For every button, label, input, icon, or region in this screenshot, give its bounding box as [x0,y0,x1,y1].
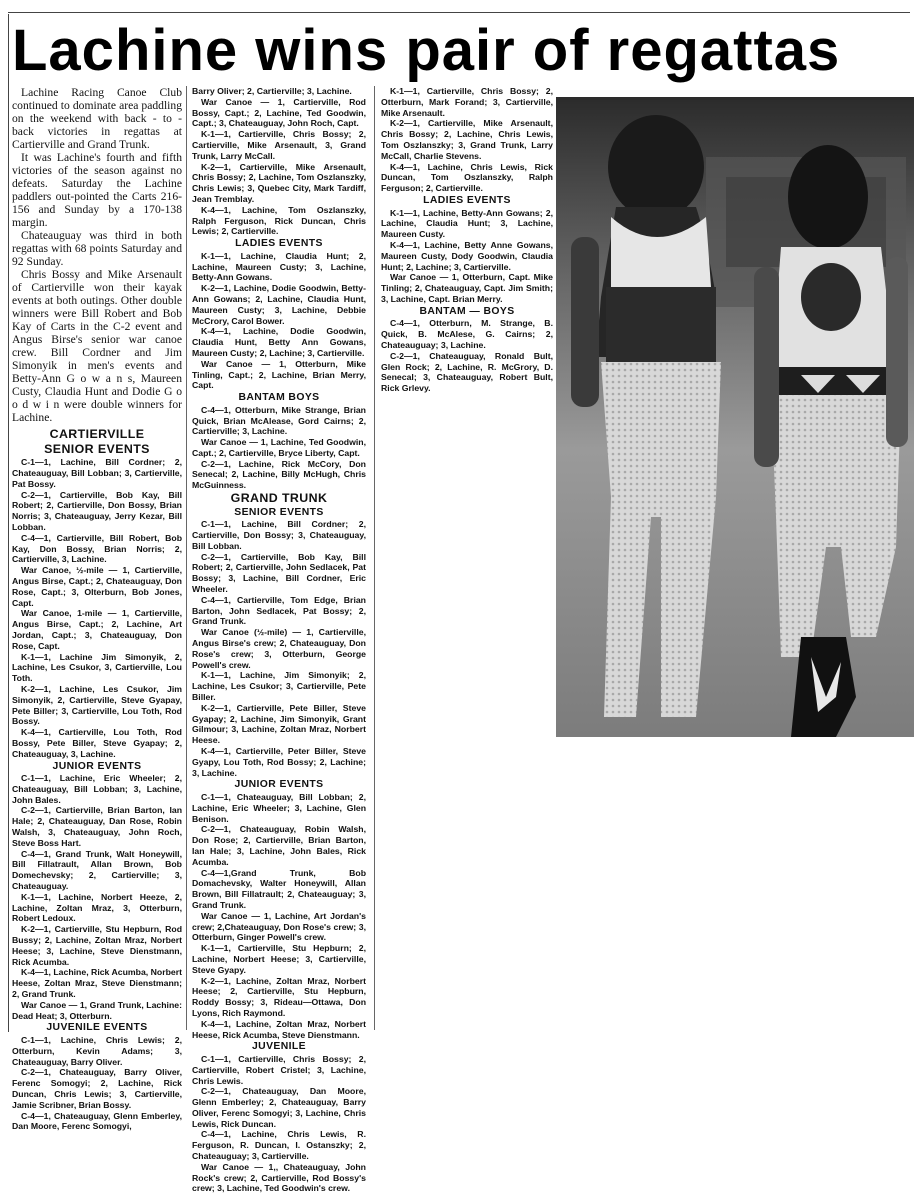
result-entry: K-2—1, Cartierville, Mike Arsenault, Chris Bossy; 2, Lachine, Tom Oszlanszky, Chris Lewis; 3, Quebec City, Mark Tardiff, Jean Tremblay. [192,161,366,204]
result-entry: War Canoe — 1, Otterburn, Capt. Mike Tinling; 2, Chateauguay, Capt. Jim Smith; 3, Lachine, Capt. Brian Merry. [381,272,553,304]
result-entry: C-4—1, Cartierville, Bill Robert, Bob Kay, Don Bossy, Brian Norris; 2, Cartierville, 3, Lachine. [12,532,182,565]
result-entry: War Canoe (½-mile) — 1, Cartierville, Angus Birse's crew; 2, Chateauguay, Don Rose's crew; 3, Otterburn, George Powell's crew. [192,627,366,670]
section-heading: JUNIOR EVENTS [234,779,324,791]
article-column-2 [192,86,366,1194]
section-heading: CARTIERVILLE [49,427,145,441]
section-heading: JUVENILE EVENTS [46,1022,148,1034]
section-heading: LADIES EVENTS [235,238,323,250]
result-entry: K-1—1, Cartierville, Chris Bossy; 2, Otterburn, Mark Forand; 3, Cartierville, Mike Arsenault. [381,86,553,118]
headline: Lachine wins pair of regattas [12,18,841,83]
result-entry: War Canoe — 1, Grand Trunk, Lachine: Dead Heat; 3, Otterburn. [12,999,182,1021]
section-heading: JUVENILE [251,1041,306,1053]
result-entry: C-2—1, Lachine, Rick McCory, Don Senecal; 2, Lachine, Billy McHugh, Chris McGuinness. [192,458,366,491]
result-entry: C-2—1, Chateauguay, Robin Walsh, Don Rose; 2, Cartierville, Brian Barton, Ian Hale; 3, Lachine, John Bales, Rick Acumba. [192,824,366,867]
result-entry: C-1—1, Lachine, Bill Cordner; 2, Cartierville, Don Bossy; 3, Chateauguay, Bill Lobban. [192,519,366,551]
result-entry: K-1—1, Lachine, Betty-Ann Gowans; 2, Lachine, Claudia Hunt; 3, Lachine, Maureen Custy. [381,207,553,240]
column-rule-2 [374,86,375,1030]
result-entry: C-4—1, Otterburn, M. Strange, B. Quick, B. McAlese, G. Cairns; 2, Chateauguay; 3, Lachine. [381,318,553,350]
result-entry: K-1—1, Cartierville, Stu Hepburn; 2, Lachine, Norbert Heese; 3, Cartierville, Steve Gyapy. [192,943,366,975]
result-entry: War Canoe, ½-mile — 1, Cartierville, Angus Birse, Capt.; 2, Chateauguay, Don Rose, Capt.; 3, Olterburn, Bob Jones, Capt. [12,565,182,608]
result-entry: C-1—1, Lachine, Bill Cordner; 2, Chateauguay, Bill Lobban; 3, Cartierville, Pat Bossy. [12,457,182,489]
article-column-3 [381,86,553,394]
two-paddlers-walking-photo [556,97,914,737]
photo-image [556,97,914,737]
result-entry: C-2—1, Cartierville, Brian Barton, Ian Hale; 2, Chateauguay, Dan Rose, Robin Walsh, 3, Chateauguay, John Roch, Steve Boss Hart. [12,805,182,848]
result-entry: K-1—1, Lachine, Claudia Hunt; 2, Lachine, Maureen Custy; 3, Lachine, Betty-Ann Gowans. [192,250,366,283]
section-heading: BANTAM BOYS [238,392,320,404]
result-entry: K-4—1, Cartierville, Lou Toth, Rod Bossy, Pete Biller, Steve Gyapay; 2, Chateauguay, 3, Lachine. [12,727,182,759]
result-entry: K-2—1, Cartierville, Pete Biller, Steve Gyapay; 2, Lachine, Jim Simonyik, Grant Gilmour; 3, Lachine, Zoltan Mraz, Norbert Heese. [192,702,366,746]
intro-paragraph: It was Lachine's fourth and fifth victories of the season against no defeats. Saturday the Lachine paddlers out-pointed the Carts 216-156 and Sunday by a 170-138 margin. [12,151,182,229]
result-entry: C-2—1, Cartierville, Bob Kay, Bill Robert; 2, Cartierville, Don Bossy, Brian Norris; 3, Chateauguay, Jerry Kezar, Bill Lobban. [12,489,182,532]
result-entry: C-4—1,Grand Trunk, Bob Domachevsky, Walter Honeywill, Allan Brown, Bill Fillatrault; 2, Chateauguay; 3, Grand Trunk. [192,867,366,910]
result-entry: Barry Oliver; 2, Cartierville; 3, Lachine. [192,86,352,96]
result-entry: K-4—1, Lachine, Chris Lewis, Rick Duncan, Tom Oszlanszky, Ralph Ferguson; 2, Cartierville. [381,161,553,194]
result-entry: K-2—1, Cartierville, Stu Hepburn, Rod Bussy; 2, Lachine, Zoltan Mraz, Norbert Heese; 3, Lachine, Steve Dienstmann, Rick Acumba. [12,924,182,967]
section-heading: JUNIOR EVENTS [52,760,142,772]
intro-paragraph: Chateauguay was third in both regattas with 68 points Saturday and 92 Sunday. [12,229,182,268]
result-entry: War Canoe — 1, Lachine, Art Jordan's crew; 2,Chateauguay, Don Rose's crew; 3, Otterburn, Ginger Powell's crew. [192,910,366,943]
result-entry: C-2—1, Cartierville, Bob Kay, Bill Robert; 2, Cartierville, John Sedlacek, Pat Bossy; 3, Lachine, Bill Cordner, Eric Wheeler. [192,551,366,595]
result-entry: K-2—1, Lachine, Les Csukor, Jim Simonyik, 2, Cartierville, Steve Gyapay, Pete Biller; 3, Cartierville, Lou Toth, Rod Bossy. [12,683,182,727]
article-column-1 [12,86,182,1132]
result-entry: K-4—1, Lachine, Rick Acumba, Norbert Heese, Zoltan Mraz, Steve Dienstmann; 2, Grand Trunk. [12,967,182,1000]
result-entry: War Canoe — 1, Otterburn, Mike Tinling, Capt.; 2, Lachine, Brian Merry, Capt. [192,358,366,391]
section-heading: SENIOR EVENTS [44,441,150,456]
result-entry: K-4—1, Lachine, Tom Oszlanszky, Ralph Ferguson, Rick Duncan, Chris Lewis; 2, Cartierville. [192,204,366,237]
result-entry: K-4—1, Lachine, Betty Anne Gowans, Maureen Custy, Dody Goodwin, Claudia Hunt; 2, Lachine; 3, Cartierville. [381,239,553,272]
section-heading: SENIOR EVENTS [234,506,324,518]
intro-text [12,86,182,424]
result-entry: C-1—1, Cartierville, Chris Bossy; 2, Cartierville, Robert Cristel; 3, Lachine, Chris Lewis. [192,1053,366,1086]
section-heading: BANTAM — BOYS [419,305,515,317]
result-entry: K-1—1, Lachine Jim Simonyik, 2, Lachine, Les Csukor, 3, Cartierville, Lou Toth. [12,651,182,684]
result-entry: C-2—1, Chateauguay, Dan Moore, Glenn Emberley; 2, Chateauguay, Barry Oliver, Ferenc Somogyi; 3, Lachine, Chris Lewis, Rick Duncan. [192,1086,366,1129]
result-entry: K-2—1, Cartierville, Mike Arsenault, Chris Bossy; 2, Lachine, Chris Lewis, Tom Oszlanszky; 3, Grand Trunk, Larry McCall, Charlie Stevens. [381,118,553,161]
top-rule [8,12,910,13]
result-entry: War Canoe — 1, Lachine, Ted Goodwin, Capt.; 2, Cartierville, Bryce Liberty, Capt. [192,437,366,458]
result-entry: C-2—1, Chateauguay, Barry Oliver, Ferenc Somogyi; 2, Lachine, Rick Duncan, Chris Lewis; 3, Cartierville, Jamie Scribner, Brian Bossy. [12,1067,182,1110]
result-entry: C-2—1, Chateauguay, Ronald Bult, Glen Rock; 2, Lachine, R. McGrory, D. Senecal; 3, Chateauguay, Robert Bult, Rick Grlevy. [381,350,553,394]
result-entry: K-1—1, Cartierville, Chris Bossy; 2, Cartierville, Mike Arsenault, 3, Grand Trunk, Larry McCall. [192,129,366,161]
result-entry: C-1—1, Lachine, Eric Wheeler; 2, Chateauguay, Bill Lobban; 3, Lachine, John Bales. [12,773,182,805]
result-entry: War Canoe — 1, Cartierville, Rod Bossy, Capt.; 2, Lachine, Ted Goodwin, Capt.; 3, Chateauguay, John Roch, Capt. [192,96,366,129]
result-entry: C-4—1, Otterburn, Mike Strange, Brian Quick, Brian McAlease, Gord Cairns; 2, Cartierville; 3, Lachine. [192,404,366,437]
result-entry: War Canoe — 1,, Chateauguay, John Rock's crew; 2, Cartierville, Rod Bossy's crew; 3, Lachine, Ted Goodwin's crew. [192,1161,366,1194]
result-entry: War Canoe, 1-mile — 1, Cartierville, Angus Birse, Capt.; 2, Lachine, Art Jordan, Capt.; 3, Chateauguay, Don Rose, Capt. [12,608,182,651]
left-rule [8,14,9,1032]
section-heading: LADIES EVENTS [423,194,511,206]
column-rule-1 [186,86,187,1030]
result-entry: K-2—1, Lachine, Zoltan Mraz, Norbert Heese; 2, Cartierville, Stu Hepburn, Roddy Bossy; 3, Rideau—Ottawa, Don Lyons, Rich Raymond. [192,975,366,1018]
intro-paragraph: Lachine Racing Canoe Club continued to dominate area paddling on the weekend with back - to - back victories in regattas at Cartierville and Grand Trunk. [12,86,182,151]
result-entry: K-4—1, Lachine, Zoltan Mraz, Norbert Heese, Rick Acumba, Steve Dienstmann. [192,1018,366,1040]
result-entry: K-4—1, Cartierville, Peter Biller, Steve Gyapy, Lou Toth, Rod Bossy; 2, Lachine; 3, Lachine. [192,746,366,778]
result-entry: K-4—1, Lachine, Dodie Goodwin, Claudia Hunt, Betty Ann Gowans, Maureen Custy; 2, Lachine; 3, Cartierville. [192,326,366,358]
intro-paragraph: Chris Bossy and Mike Arsenault of Cartierville won their kayak events at both outings. Other double winners were Bill Robert and Bob Kay of Carts in the C-2 event and Angus Birse's senior war canoe crew. Bill Cordner and Jim Simonyik in men's events and Betty-Ann G o w a n s, Maureen Custy, Claudia Hunt and Dodie G o o d w i n were double winners for Lachine. [12,268,182,424]
result-entry: K-2—1, Lachine, Dodie Goodwin, Betty-Ann Gowans; 2, Lachine, Claudia Hunt, Maureen Custy; 3, Lachine, Debbie McCrory, Carol Bower. [192,283,366,326]
result-entry: C-1—1, Chateauguay, Bill Lobban; 2, Lachine, Eric Wheeler; 3, Lachine, Glen Benison. [192,791,366,824]
result-entry: C-4—1, Lachine, Chris Lewis, R. Ferguson, R. Duncan, I. Ostanszky; 2, Chateauguay; 3, Cartierville. [192,1129,366,1162]
result-entry: K-1—1, Lachine, Norbert Heeze, 2, Lachine, Zoltan Mraz, 3, Otterburn, Robert Ledoux. [12,891,182,924]
result-entry: C-4—1, Chateauguay, Glenn Emberley, Dan Moore, Ferenc Somogyi, [12,1110,182,1132]
section-heading: GRAND TRUNK [230,491,328,506]
result-entry: K-1—1, Lachine, Jim Simonyik; 2, Lachine, Les Csukor; 3, Cartierville, Pete Biller. [192,670,366,703]
result-entry: C-4—1, Cartierville, Tom Edge, Brian Barton, John Sedlacek, Pat Bossy; 2, Grand Trunk. [192,594,366,627]
result-entry: C-1—1, Lachine, Chris Lewis; 2, Otterburn, Kevin Adams; 3, Chateauguay, Barry Oliver. [12,1035,182,1067]
result-entry: C-4—1, Grand Trunk, Walt Honeywill, Bill Fillatrault, Allan Brown, Bob Domechevsky; 2, Cartierville; 3, Chateauguay. [12,848,182,892]
